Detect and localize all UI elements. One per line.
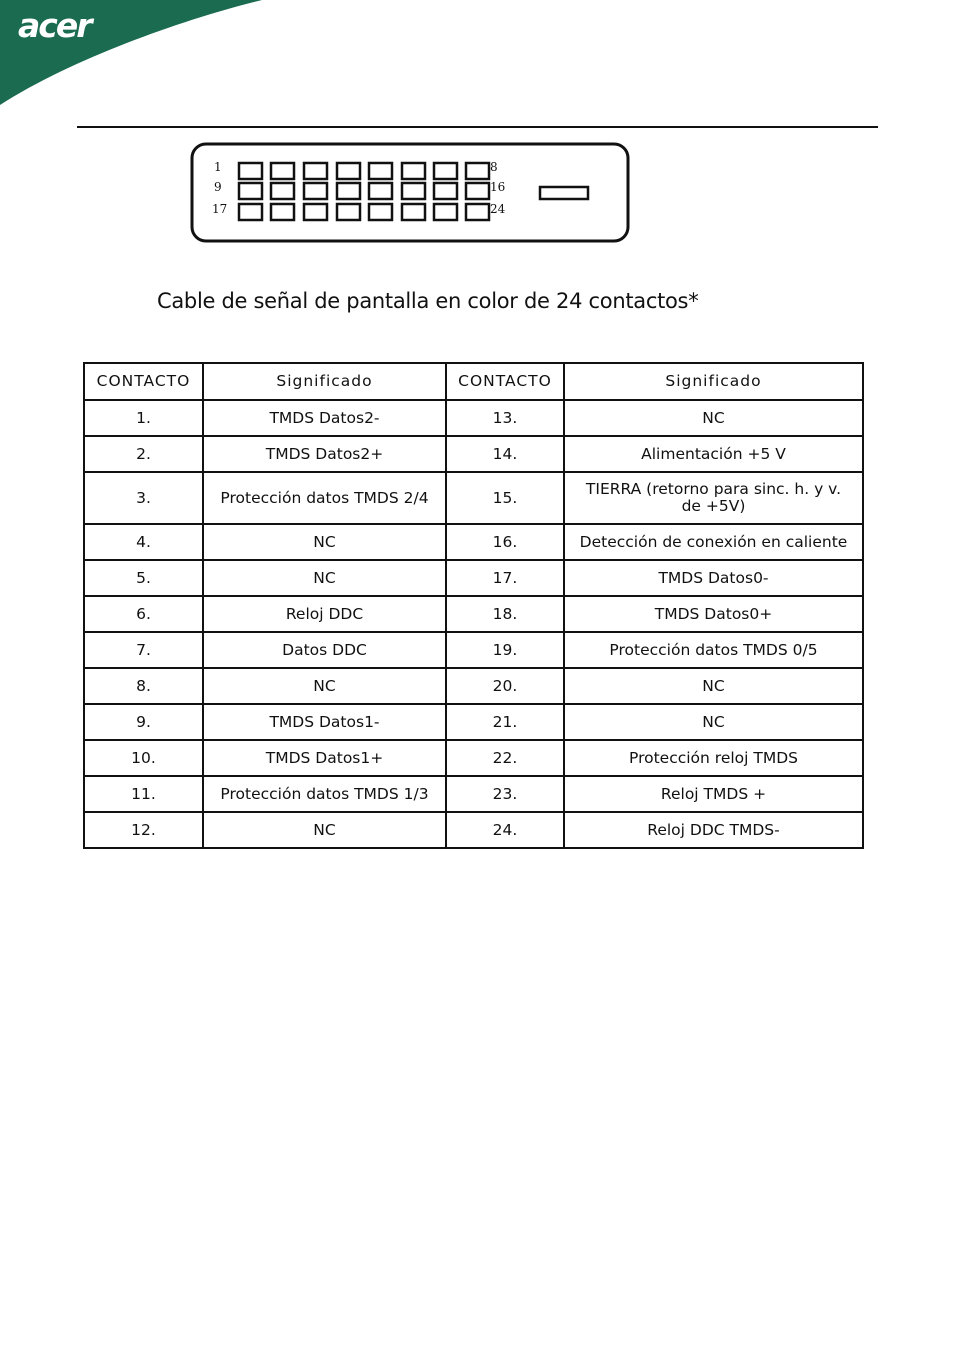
pin-contact xyxy=(434,163,457,179)
pin-number-a: 11. xyxy=(84,776,203,812)
pin-contact xyxy=(271,163,294,179)
table-row xyxy=(84,776,863,812)
header-rule xyxy=(77,126,878,128)
table-row xyxy=(84,524,863,560)
signal-name-a: TMDS Datos1- xyxy=(203,704,446,740)
pin-number-b: 15. xyxy=(446,472,564,524)
table-row xyxy=(84,472,863,524)
pin-contact xyxy=(434,204,457,220)
signal-name-a: TMDS Datos2- xyxy=(203,400,446,436)
pin-contact xyxy=(271,183,294,199)
table-row xyxy=(84,596,863,632)
pin-contact xyxy=(402,163,425,179)
table-row xyxy=(84,632,863,668)
pin-number-b: 19. xyxy=(446,632,564,668)
pin-number-a: 1. xyxy=(84,400,203,436)
pin-number-b: 20. xyxy=(446,668,564,704)
pin-contact xyxy=(369,163,392,179)
pin-contact xyxy=(466,163,489,179)
pin-number-a: 8. xyxy=(84,668,203,704)
table-row xyxy=(84,560,863,596)
row-label-right-2: 16 xyxy=(490,180,506,194)
pin-number-b: 16. xyxy=(446,524,564,560)
pin-contact xyxy=(466,183,489,199)
pin-contact xyxy=(337,183,360,199)
pin-contact xyxy=(466,204,489,220)
signal-name-b: NC xyxy=(564,704,863,740)
pin-number-a: 7. xyxy=(84,632,203,668)
pin-contact xyxy=(434,183,457,199)
row-label-left-1: 1 xyxy=(214,160,222,174)
pin-assignment-table xyxy=(83,362,864,849)
pin-number-b: 23. xyxy=(446,776,564,812)
pin-number-b: 18. xyxy=(446,596,564,632)
signal-name-b: TMDS Datos0+ xyxy=(564,596,863,632)
signal-name-b: NC xyxy=(564,400,863,436)
pin-number-b: 21. xyxy=(446,704,564,740)
pin-number-a: 10. xyxy=(84,740,203,776)
col-header-signal-a: Significado xyxy=(203,363,446,400)
row-label-left-3: 17 xyxy=(212,202,228,216)
pin-contact xyxy=(304,183,327,199)
signal-name-b: TIERRA (retorno para sinc. h. y v. de +5V) xyxy=(564,472,863,524)
pin-number-b: 17. xyxy=(446,560,564,596)
pin-number-a: 9. xyxy=(84,704,203,740)
signal-name-a: Protección datos TMDS 1/3 xyxy=(203,776,446,812)
table-row xyxy=(84,400,863,436)
signal-name-b: Alimentación +5 V xyxy=(564,436,863,472)
pin-number-a: 5. xyxy=(84,560,203,596)
table-row xyxy=(84,436,863,472)
signal-name-b: Protección datos TMDS 0/5 xyxy=(564,632,863,668)
signal-name-a: NC xyxy=(203,668,446,704)
row-label-left-2: 9 xyxy=(214,180,222,194)
pin-number-b: 22. xyxy=(446,740,564,776)
col-header-pin-a: CONTACTO xyxy=(84,363,203,400)
row-label-right-3: 24 xyxy=(490,202,506,216)
pin-contact xyxy=(239,183,262,199)
signal-name-a: TMDS Datos1+ xyxy=(203,740,446,776)
pin-contact xyxy=(239,204,262,220)
pin-number-b: 13. xyxy=(446,400,564,436)
pin-contact xyxy=(337,204,360,220)
signal-name-a: Datos DDC xyxy=(203,632,446,668)
table-row xyxy=(84,704,863,740)
table-row xyxy=(84,668,863,704)
pin-number-a: 4. xyxy=(84,524,203,560)
acer-logo: acer xyxy=(18,6,91,45)
signal-name-a: NC xyxy=(203,812,446,848)
pin-number-a: 2. xyxy=(84,436,203,472)
ground-blade xyxy=(540,187,588,199)
pin-number-b: 24. xyxy=(446,812,564,848)
pin-contact xyxy=(402,204,425,220)
signal-name-a: NC xyxy=(203,524,446,560)
figure-caption: Cable de señal de pantalla en color de 24 contactos* xyxy=(157,289,699,313)
signal-name-b: Reloj TMDS + xyxy=(564,776,863,812)
pin-contact xyxy=(337,163,360,179)
table-row xyxy=(84,740,863,776)
pin-contact xyxy=(369,183,392,199)
pin-number-a: 12. xyxy=(84,812,203,848)
signal-name-a: NC xyxy=(203,560,446,596)
col-header-signal-b: Significado xyxy=(564,363,863,400)
pin-number-b: 14. xyxy=(446,436,564,472)
signal-name-b: Detección de conexión en caliente xyxy=(564,524,863,560)
row-label-right-1: 8 xyxy=(490,160,498,174)
signal-name-b: NC xyxy=(564,668,863,704)
pin-contact xyxy=(239,163,262,179)
signal-name-b: Protección reloj TMDS xyxy=(564,740,863,776)
pin-number-a: 3. xyxy=(84,472,203,524)
table-header-row xyxy=(84,363,863,400)
signal-name-b: TMDS Datos0- xyxy=(564,560,863,596)
col-header-pin-b: CONTACTO xyxy=(446,363,564,400)
table-row xyxy=(84,812,863,848)
pin-contact xyxy=(402,183,425,199)
pin-contact xyxy=(271,204,294,220)
pin-contact xyxy=(304,204,327,220)
pin-contact xyxy=(304,163,327,179)
signal-name-a: TMDS Datos2+ xyxy=(203,436,446,472)
pin-number-a: 6. xyxy=(84,596,203,632)
signal-name-a: Protección datos TMDS 2/4 xyxy=(203,472,446,524)
signal-name-a: Reloj DDC xyxy=(203,596,446,632)
dvi-connector-diagram xyxy=(190,142,632,246)
signal-name-b: Reloj DDC TMDS- xyxy=(564,812,863,848)
pin-contact xyxy=(369,204,392,220)
